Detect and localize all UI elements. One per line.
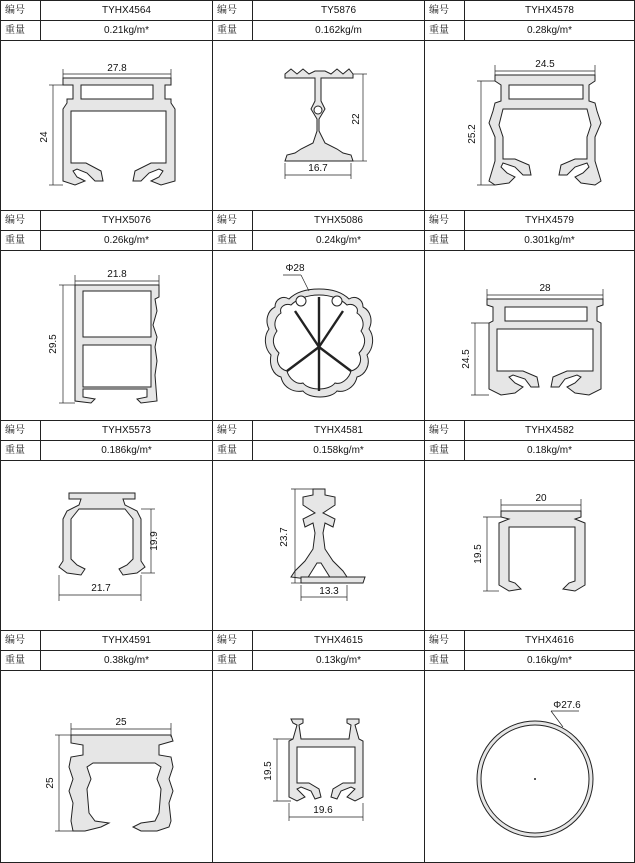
weight-label: 重量 bbox=[213, 441, 253, 460]
dimension-label: 25 bbox=[115, 717, 127, 728]
dimension-label: 13.3 bbox=[319, 586, 339, 597]
profile-code: TYHX4615 bbox=[314, 635, 363, 646]
profile-weight: 0.38kg/m* bbox=[103, 655, 150, 666]
dimension-label: 29.5 bbox=[48, 334, 59, 354]
profile-cell bbox=[213, 631, 424, 862]
code-label: 编号 bbox=[1, 1, 41, 20]
dimension-label: 16.7 bbox=[308, 163, 328, 174]
weight-label: 重量 bbox=[213, 231, 253, 250]
profile-cell bbox=[1, 631, 212, 862]
profile-weight: 0.24kg/m* bbox=[315, 235, 362, 246]
profile-code: TYHX4582 bbox=[525, 425, 574, 436]
code-label: 编号 bbox=[425, 421, 465, 440]
dimension-label: 19.5 bbox=[263, 761, 274, 781]
profile-code: TY5876 bbox=[320, 5, 357, 16]
profile-code: TYHX5573 bbox=[102, 425, 151, 436]
code-label: 编号 bbox=[213, 1, 253, 20]
dimension-label: 24 bbox=[39, 131, 50, 143]
profile-drawing bbox=[425, 461, 634, 630]
profile-code: TYHX4616 bbox=[525, 635, 574, 646]
weight-label: 重量 bbox=[213, 21, 253, 40]
weight-label: 重量 bbox=[1, 441, 41, 460]
dimension-label: 25 bbox=[45, 777, 56, 789]
profile-drawing bbox=[1, 671, 212, 862]
code-label: 编号 bbox=[1, 211, 41, 230]
profile-cell bbox=[425, 421, 634, 630]
code-label: 编号 bbox=[425, 631, 465, 650]
dimension-label: 24.5 bbox=[461, 349, 472, 369]
profile-cell bbox=[1, 1, 212, 210]
code-label: 编号 bbox=[425, 211, 465, 230]
code-label: 编号 bbox=[425, 1, 465, 20]
profile-cell bbox=[425, 631, 634, 862]
profile-cell bbox=[213, 421, 424, 630]
profile-code: TYHX5076 bbox=[102, 215, 151, 226]
profile-code: TYHX4578 bbox=[525, 5, 574, 16]
weight-label: 重量 bbox=[1, 231, 41, 250]
profile-cell bbox=[1, 211, 212, 420]
weight-label: 重量 bbox=[425, 231, 465, 250]
profile-drawing bbox=[1, 461, 212, 630]
profile-drawing bbox=[425, 251, 634, 420]
profile-drawing bbox=[425, 41, 634, 210]
profile-cell bbox=[1, 421, 212, 630]
dimension-label: 19.6 bbox=[313, 805, 333, 816]
code-label: 编号 bbox=[213, 631, 253, 650]
profile-drawing bbox=[213, 41, 424, 210]
weight-label: 重量 bbox=[213, 651, 253, 670]
dimension-label: 22 bbox=[351, 113, 362, 125]
profile-code: TYHX5086 bbox=[314, 215, 363, 226]
weight-label: 重量 bbox=[425, 651, 465, 670]
profile-drawing bbox=[213, 251, 424, 420]
profile-drawing bbox=[213, 671, 424, 862]
dimension-label: 21.7 bbox=[91, 583, 111, 594]
profile-cell bbox=[213, 1, 424, 210]
profile-weight: 0.21kg/m* bbox=[103, 25, 150, 36]
profile-weight: 0.16kg/m* bbox=[526, 655, 573, 666]
dimension-label: 20 bbox=[535, 493, 547, 504]
profile-code: TYHX4579 bbox=[525, 215, 574, 226]
dimension-label: Φ28 bbox=[285, 263, 305, 274]
dimension-label: 19.5 bbox=[473, 544, 484, 564]
profile-drawing bbox=[1, 251, 212, 420]
code-label: 编号 bbox=[213, 211, 253, 230]
profile-code: TYHX4591 bbox=[102, 635, 151, 646]
profile-cell bbox=[425, 211, 634, 420]
code-label: 编号 bbox=[1, 631, 41, 650]
weight-label: 重量 bbox=[1, 21, 41, 40]
dimension-label: 28 bbox=[539, 283, 551, 294]
code-label: 编号 bbox=[213, 421, 253, 440]
code-label: 编号 bbox=[1, 421, 41, 440]
profile-weight: 0.18kg/m* bbox=[526, 445, 573, 456]
profile-weight: 0.26kg/m* bbox=[103, 235, 150, 246]
dimension-label: Φ27.6 bbox=[553, 700, 581, 711]
profile-weight: 0.162kg/m bbox=[315, 25, 362, 36]
dimension-label: 25.2 bbox=[467, 124, 478, 144]
profile-drawing bbox=[213, 461, 424, 630]
dimension-label: 21.8 bbox=[107, 269, 127, 280]
profile-code: TYHX4564 bbox=[102, 5, 151, 16]
profile-drawing bbox=[1, 41, 212, 210]
profile-weight: 0.186kg/m* bbox=[101, 445, 152, 456]
dimension-label: 19.9 bbox=[149, 531, 160, 551]
weight-label: 重量 bbox=[1, 651, 41, 670]
dimension-label: 27.8 bbox=[107, 63, 127, 74]
profile-weight: 0.13kg/m* bbox=[315, 655, 362, 666]
profile-weight: 0.301kg/m* bbox=[524, 235, 575, 246]
weight-label: 重量 bbox=[425, 21, 465, 40]
profile-code: TYHX4581 bbox=[314, 425, 363, 436]
profile-cell bbox=[213, 211, 424, 420]
profile-weight: 0.158kg/m* bbox=[313, 445, 364, 456]
weight-label: 重量 bbox=[425, 441, 465, 460]
profile-drawing bbox=[425, 671, 634, 862]
dimension-label: 24.5 bbox=[535, 59, 555, 70]
profile-weight: 0.28kg/m* bbox=[526, 25, 573, 36]
dimension-label: 23.7 bbox=[279, 527, 290, 547]
profile-cell bbox=[425, 1, 634, 210]
